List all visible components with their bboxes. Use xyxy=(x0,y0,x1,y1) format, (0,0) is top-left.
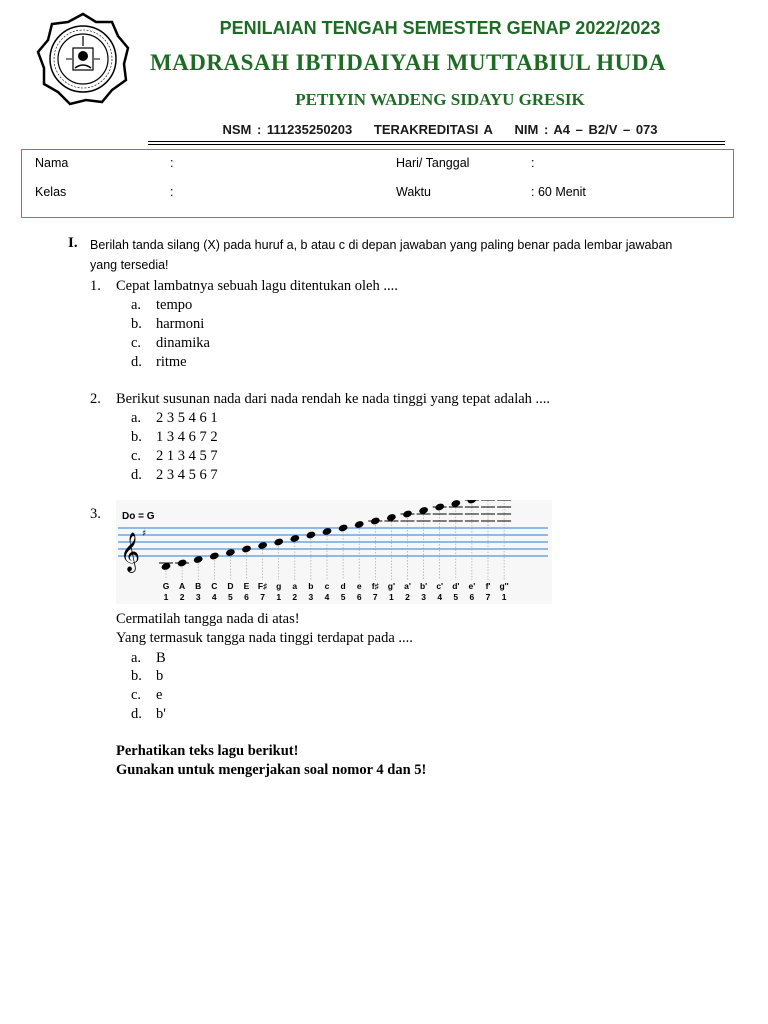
option-letter: a. xyxy=(131,410,142,426)
option-text: harmoni xyxy=(156,316,205,332)
student-identity-box xyxy=(21,149,734,218)
note-name: a' xyxy=(404,581,411,591)
school-name: MADRASAH IBTIDAIYAH MUTTABIUL HUDA xyxy=(149,50,667,75)
class-colon: : xyxy=(170,185,174,199)
option-letter: d. xyxy=(131,467,142,483)
option-text: b xyxy=(156,668,164,684)
treble-clef-icon: 𝄞 xyxy=(120,532,141,572)
note-name: b' xyxy=(419,581,428,591)
option-text: b' xyxy=(156,706,166,722)
option-text: tempo xyxy=(156,297,193,313)
school-address: PETIYIN WADENG SIDAYU GRESIK xyxy=(295,90,585,109)
note-name: c' xyxy=(436,581,444,591)
option-text: dinamika xyxy=(156,335,210,351)
option-text: ritme xyxy=(156,354,187,370)
school-registration xyxy=(150,122,730,137)
note-name: g' xyxy=(387,581,396,591)
music-scale-figure xyxy=(116,500,552,604)
question-text: Cepat lambatnya sebuah lagu ditentukan oleh .... xyxy=(116,278,398,294)
question-number: 1. xyxy=(90,278,101,294)
note-name: E xyxy=(243,581,250,591)
header-divider-secondary xyxy=(148,144,725,145)
note-name: f' xyxy=(485,581,491,591)
note-number: 3 xyxy=(195,592,201,602)
note-name: d xyxy=(340,581,346,591)
option-text: 2 1 3 4 5 7 xyxy=(156,448,218,464)
sharp-icon: ♯ xyxy=(142,529,147,539)
option-letter: b. xyxy=(131,316,142,332)
note-number: 1 xyxy=(163,592,169,602)
note-number: 5 xyxy=(228,592,233,602)
note-name: e xyxy=(356,581,362,591)
nim-text: NIM : A4 – B2/V – 073 xyxy=(514,122,658,137)
note-name: b xyxy=(308,581,314,591)
option-text: 2 3 5 4 6 1 xyxy=(156,410,218,426)
day-colon: : xyxy=(531,156,535,170)
question-number: 3. xyxy=(90,506,101,522)
note-number: 7 xyxy=(372,592,378,602)
note-number: 7 xyxy=(485,592,491,602)
option-letter: a. xyxy=(131,650,142,666)
option-letter: d. xyxy=(131,354,142,370)
note-number: 4 xyxy=(324,592,330,602)
option-text: 2 3 4 5 6 7 xyxy=(156,467,218,483)
note-number: 6 xyxy=(469,592,475,602)
note-name: f♯ xyxy=(371,581,379,591)
note-number: 6 xyxy=(356,592,362,602)
question-number: 2. xyxy=(90,391,101,407)
key-signature-label: Do = G xyxy=(122,511,155,522)
note-number: 1 xyxy=(276,592,282,602)
option-letter: b. xyxy=(131,668,142,684)
note-number: 1 xyxy=(501,592,507,602)
nsm-text: NSM : 111235250203 xyxy=(222,122,353,137)
note-number: 4 xyxy=(211,592,217,602)
header-divider xyxy=(148,141,725,142)
notice-line: Gunakan untuk mengerjakan soal nomor 4 dan 5! xyxy=(116,762,427,778)
day-label: Hari/ Tanggal xyxy=(396,156,470,170)
name-colon: : xyxy=(170,156,174,170)
note-number: 1 xyxy=(389,592,394,602)
note-name: e' xyxy=(468,581,476,591)
class-label: Kelas xyxy=(35,185,67,199)
note-name: c xyxy=(324,581,330,591)
option-text: 1 3 4 6 7 2 xyxy=(156,429,218,445)
note-number: 2 xyxy=(179,592,185,602)
note-name: d' xyxy=(452,581,460,591)
note-name: G xyxy=(162,581,170,591)
question-text-cont: Yang termasuk tangga nada tinggi terdapat pada .... xyxy=(116,630,413,646)
option-text: e xyxy=(156,687,163,703)
option-letter: c. xyxy=(131,687,142,703)
note-name: B xyxy=(195,581,202,591)
question-text: Berikut susunan nada dari nada rendah ke nada tinggi yang tepat adalah .... xyxy=(116,391,551,407)
option-letter: c. xyxy=(131,335,142,351)
section-instruction-cont: yang tersedia! xyxy=(90,258,169,272)
note-name: F♯ xyxy=(257,581,268,591)
option-letter: a. xyxy=(131,297,142,313)
note-number: 3 xyxy=(308,592,314,602)
option-letter: d. xyxy=(131,706,142,722)
note-number: 3 xyxy=(421,592,426,602)
time-value: : 60 Menit xyxy=(531,185,586,199)
note-name: g xyxy=(276,581,282,591)
note-name: g'' xyxy=(499,581,509,591)
notice-line: Perhatikan teks lagu berikut! xyxy=(116,743,299,759)
note-name: D xyxy=(227,581,234,591)
school-logo xyxy=(36,12,130,106)
note-number: 5 xyxy=(453,592,459,602)
note-number: 5 xyxy=(340,592,346,602)
time-label: Waktu xyxy=(396,185,431,199)
note-number: 2 xyxy=(292,592,298,602)
note-number: 6 xyxy=(244,592,249,602)
note-name: C xyxy=(211,581,218,591)
note-number: 2 xyxy=(405,592,410,602)
accreditation-text: TERAKREDITASI A xyxy=(373,122,493,137)
note-name: A xyxy=(179,581,186,591)
option-text: B xyxy=(156,650,166,666)
note-number: 7 xyxy=(260,592,265,602)
note-number: 4 xyxy=(437,592,443,602)
exam-title: PENILAIAN TENGAH SEMESTER GENAP 2022/2023 xyxy=(219,18,661,38)
note-name: a xyxy=(292,581,298,591)
question-text: Cermatilah tangga nada di atas! xyxy=(116,611,300,627)
option-letter: c. xyxy=(131,448,142,464)
section-number: I. xyxy=(68,235,78,251)
section-instruction: Berilah tanda silang (X) pada huruf a, b atau c di depan jawaban yang paling benar pada lembar jawaban xyxy=(90,238,673,252)
option-letter: b. xyxy=(131,429,142,445)
name-label: Nama xyxy=(35,156,69,170)
